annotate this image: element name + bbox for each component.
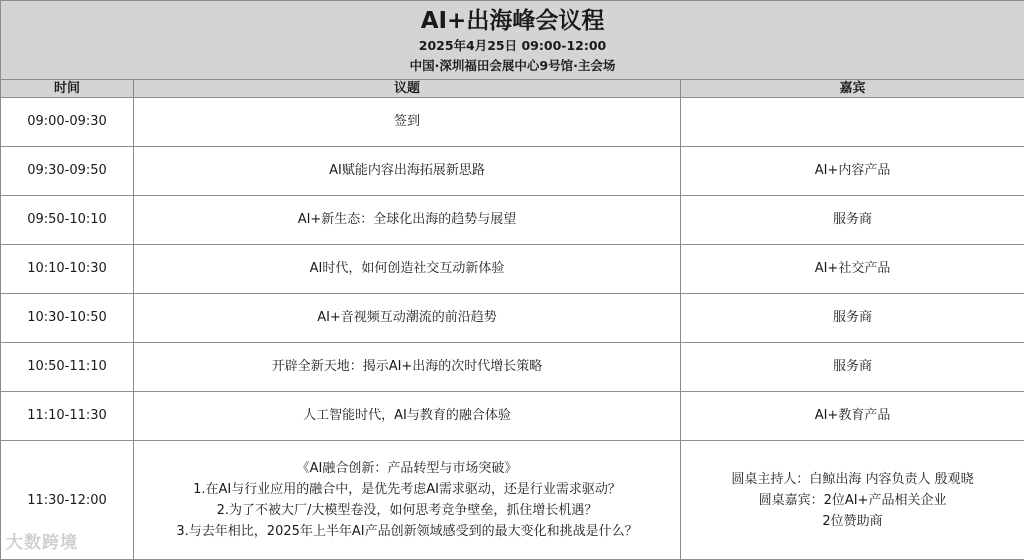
table-row-roundtable <box>1 441 1024 560</box>
roundtable-guests: 圆桌嘉宾：2位AI+产品相关企业 <box>758 492 947 508</box>
time-cell: 10:50-11:10 <box>1 343 134 392</box>
agenda-header <box>1 1 1024 80</box>
roundtable-question-3: 3.与去年相比，2025年上半年AI产品创新领域感受到的最大变化和挑战是什么？ <box>176 524 638 539</box>
time-cell: 09:30-09:50 <box>1 147 134 196</box>
time-cell: 10:10-10:30 <box>1 245 134 294</box>
time-cell: 11:10-11:30 <box>1 392 134 441</box>
column-header-row <box>1 80 1024 98</box>
table-row <box>1 196 1024 245</box>
topic-cell: AI时代，如何创造社交互动新体验 <box>134 245 681 294</box>
topic-cell: AI+新生态：全球化出海的趋势与展望 <box>134 196 681 245</box>
roundtable-question-1: 1.在AI与行业应用的融合中，是优先考虑AI需求驱动，还是行业需求驱动？ <box>193 482 621 497</box>
agenda-venue: 中国·深圳福田会展中心9号馆·主会场 <box>409 58 616 73</box>
watermark-text: 大数跨境 <box>6 533 78 553</box>
agenda-title: AI+出海峰会议程 <box>420 8 605 34</box>
table-row <box>1 147 1024 196</box>
agenda-date: 2025年4月25日 09:00-12:00 <box>418 38 607 53</box>
column-header-guest: 嘉宾 <box>681 80 1024 98</box>
guest-cell-roundtable <box>681 441 1024 560</box>
guest-cell <box>681 98 1024 147</box>
table-row <box>1 245 1024 294</box>
guest-cell: 服务商 <box>681 343 1024 392</box>
time-cell: 09:00-09:30 <box>1 98 134 147</box>
topic-cell: 签到 <box>134 98 681 147</box>
table-row <box>1 343 1024 392</box>
table-row <box>1 392 1024 441</box>
topic-cell: AI+音视频互动潮流的前沿趋势 <box>134 294 681 343</box>
column-header-time: 时间 <box>1 80 134 98</box>
table-row <box>1 294 1024 343</box>
table-row <box>1 98 1024 147</box>
roundtable-title: 《AI融合创新：产品转型与市场突破》 <box>296 461 518 476</box>
guest-cell: 服务商 <box>681 196 1024 245</box>
roundtable-sponsors: 2位赞助商 <box>822 513 883 529</box>
time-cell: 11:30-12:00 <box>1 441 134 560</box>
guest-cell: AI+社交产品 <box>681 245 1024 294</box>
time-cell: 09:50-10:10 <box>1 196 134 245</box>
topic-cell: 人工智能时代，AI与教育的融合体验 <box>134 392 681 441</box>
roundtable-host: 圆桌主持人：白鲸出海 内容负责人 殷观晓 <box>731 471 974 487</box>
guest-cell: AI+教育产品 <box>681 392 1024 441</box>
guest-cell: 服务商 <box>681 294 1024 343</box>
roundtable-question-2: 2.为了不被大厂/大模型卷没，如何思考竞争壁垒，抓住增长机遇？ <box>216 503 598 518</box>
topic-cell: 开辟全新天地：揭示AI+出海的次时代增长策略 <box>134 343 681 392</box>
topic-cell: AI赋能内容出海拓展新思路 <box>134 147 681 196</box>
guest-cell: AI+内容产品 <box>681 147 1024 196</box>
time-cell: 10:30-10:50 <box>1 294 134 343</box>
topic-cell-roundtable <box>134 441 681 560</box>
column-header-topic: 议题 <box>134 80 681 98</box>
